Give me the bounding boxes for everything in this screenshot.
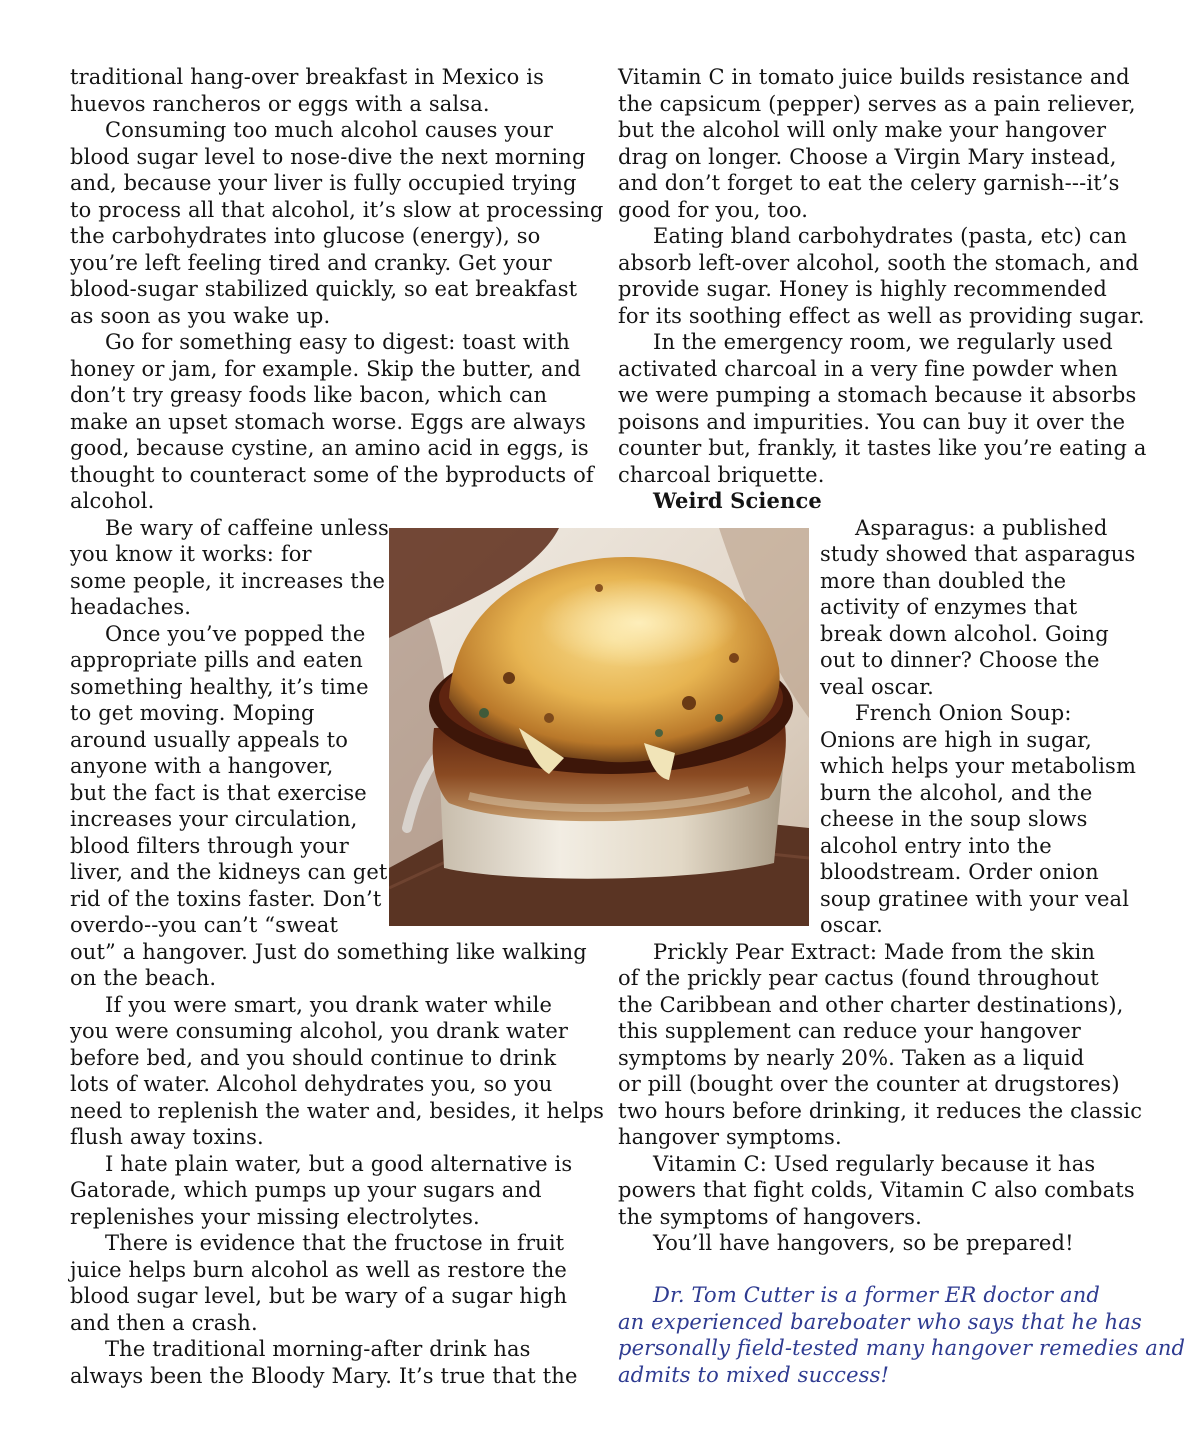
author-bio-line: an experienced bareboater who says that he has <box>618 1309 1142 1334</box>
body-text-line: but the alcohol will only make your hangover <box>618 118 1107 142</box>
body-text-line: Go for something easy to digest: toast with <box>105 330 570 354</box>
body-text-line: make an upset stomach worse. Eggs are always <box>70 409 587 434</box>
body-text-line: anyone with a hangover, <box>70 754 334 778</box>
body-text-line: study showed that asparagus <box>820 542 1136 566</box>
body-text-line: juice helps burn alcohol as well as restore the <box>70 1257 567 1282</box>
body-text-line: for its soothing effect as well as providing sugar. <box>618 303 1145 328</box>
body-text-line: need to replenish the water and, besides, it helps <box>70 1098 605 1123</box>
body-text-line: blood-sugar stabilized quickly, so eat breakfast <box>70 277 578 301</box>
author-bio-line: personally field-tested many hangover remedies and <box>618 1336 1186 1360</box>
body-text-line: more than doubled the <box>820 568 1067 593</box>
body-text-line: symptoms by nearly 20%. Taken as a liquid <box>618 1045 1085 1070</box>
body-text-line: or pill (bought over the counter at drugstores) <box>618 1072 1120 1096</box>
body-text-line: this supplement can reduce your hangover <box>618 1019 1081 1043</box>
body-text-line: before bed, and you should continue to drink <box>70 1045 557 1070</box>
body-text-line: soup gratinee with your veal <box>820 886 1130 911</box>
body-text-line: powers that fight colds, Vitamin C also combats <box>618 1178 1135 1202</box>
body-text-line: poisons and impurities. You can buy it over the <box>618 409 1126 434</box>
body-text-line: activated charcoal in a very fine powder when <box>618 356 1118 381</box>
body-text-line: oscar. <box>820 913 884 937</box>
body-text-line: always been the Bloody Mary. It’s true that the <box>70 1363 578 1388</box>
body-text-line: and don’t forget to eat the celery garnish---it’s <box>618 171 1120 195</box>
body-text-line: the carbohydrates into glucose (energy), so <box>70 224 541 248</box>
body-text-line: break down alcohol. Going <box>820 621 1109 646</box>
body-text-line: some people, it increases the <box>70 568 386 593</box>
body-text-line: and then a crash. <box>70 1310 258 1335</box>
body-text-line: In the emergency room, we regularly used <box>653 330 1113 354</box>
body-text-line: burn the alcohol, and the <box>820 780 1093 805</box>
body-text-line: lots of water. Alcohol dehydrates you, so you <box>70 1072 553 1096</box>
body-text-line: out” a hangover. Just do something like walking <box>70 939 587 964</box>
body-text-line: but the fact is that exercise <box>70 780 367 805</box>
body-text-line: counter but, frankly, it tastes like you’re eating a <box>618 436 1147 460</box>
body-text-line: the Caribbean and other charter destinations), <box>618 992 1124 1017</box>
body-text-line: alcohol. <box>70 489 155 513</box>
body-text-line: the capsicum (pepper) serves as a pain reliever, <box>618 91 1136 116</box>
body-text-line: charcoal briquette. <box>618 462 825 487</box>
body-text-line: blood sugar level to nose-dive the next morning <box>70 144 586 169</box>
body-text-line: overdo--you can’t “sweat <box>70 913 339 937</box>
body-text-line: absorb left-over alcohol, sooth the stomach, and <box>618 250 1139 275</box>
body-text-line: increases your circulation, <box>70 807 358 831</box>
body-text-line: There is evidence that the fructose in fruit <box>105 1231 565 1255</box>
body-text-line: hangover symptoms. <box>618 1125 842 1149</box>
body-text-line: on the beach. <box>70 966 217 990</box>
body-text-line: traditional hang-over breakfast in Mexico is <box>70 65 545 89</box>
body-text-line: Eating bland carbohydrates (pasta, etc) can <box>653 224 1128 248</box>
body-text-line: you’re left feeling tired and cranky. Get your <box>70 250 552 275</box>
body-text-line: French Onion Soup: <box>855 701 1072 725</box>
body-text-line: Consuming too much alcohol causes your <box>105 118 554 142</box>
body-text-line: Be wary of caffeine unless <box>105 515 389 540</box>
author-bio-line: admits to mixed success! <box>618 1362 890 1387</box>
body-text-line: Prickly Pear Extract: Made from the skin <box>653 939 1096 964</box>
body-text-line: good for you, too. <box>618 197 809 222</box>
body-text-line: blood sugar level, but be wary of a sugar high <box>70 1284 568 1308</box>
body-text-line: around usually appeals to <box>70 727 349 752</box>
body-text-line: Gatorade, which pumps up your sugars and <box>70 1178 542 1202</box>
body-text-line: thought to counteract some of the byproducts of <box>70 462 594 487</box>
body-text-line: don’t try greasy foods like bacon, which can <box>70 383 548 407</box>
body-text-line: which helps your metabolism <box>820 754 1137 778</box>
body-text-line: flush away toxins. <box>70 1125 264 1149</box>
body-text-line: bloodstream. Order onion <box>820 860 1099 884</box>
onion-soup-photo <box>389 528 809 926</box>
onion-soup-illustration <box>389 528 809 926</box>
body-text-line: replenishes your missing electrolytes. <box>70 1204 480 1229</box>
body-text-line: alcohol entry into the <box>820 833 1052 858</box>
body-text-line: huevos rancheros or eggs with a salsa. <box>70 91 490 116</box>
body-text-line: good, because cystine, an amino acid in eggs, is <box>70 436 589 460</box>
body-text-line: of the prickly pear cactus (found throughout <box>618 966 1099 990</box>
body-text-line: to process all that alcohol, it’s slow at processing <box>70 197 604 222</box>
body-text-line: provide sugar. Honey is highly recommended <box>618 277 1107 301</box>
body-text-line: liver, and the kidneys can get <box>70 860 388 884</box>
body-text-line: as soon as you wake up. <box>70 303 331 328</box>
body-text-line: and, because your liver is fully occupied trying <box>70 171 577 195</box>
body-text-line: headaches. <box>70 595 192 619</box>
body-text-line: blood filters through your <box>70 833 349 858</box>
body-text-line: Vitamin C in tomato juice builds resistance and <box>618 65 1130 89</box>
body-text-line: If you were smart, you drank water while <box>105 992 553 1017</box>
body-text-line: veal oscar. <box>820 674 934 699</box>
body-text-line: out to dinner? Choose the <box>820 648 1100 672</box>
body-text-line: You’ll have hangovers, so be prepared! <box>653 1231 1074 1255</box>
body-text-line: cheese in the soup slows <box>820 807 1088 831</box>
body-text-line: honey or jam, for example. Skip the butter, and <box>70 356 581 381</box>
body-text-line: the symptoms of hangovers. <box>618 1204 922 1229</box>
body-text-line: we were pumping a stomach because it absorbs <box>618 383 1137 407</box>
body-text-line: appropriate pills and eaten <box>70 648 363 672</box>
body-text-line: Asparagus: a published <box>855 515 1108 540</box>
body-text-line: two hours before drinking, it reduces the classic <box>618 1098 1143 1123</box>
body-text-line: you know it works: for <box>70 542 312 566</box>
body-text-line: The traditional morning-after drink has <box>105 1337 531 1361</box>
author-bio-line: Dr. Tom Cutter is a former ER doctor and <box>653 1283 1100 1307</box>
body-text-line: to get moving. Moping <box>70 701 315 725</box>
body-text-line: Once you’ve popped the <box>105 621 366 646</box>
body-text-line: Onions are high in sugar, <box>820 727 1092 752</box>
body-text-line: you were consuming alcohol, you drank water <box>70 1019 569 1043</box>
body-text-line: Weird Science <box>653 488 822 513</box>
body-text-line: rid of the toxins faster. Don’t <box>70 886 382 911</box>
body-text-line: something healthy, it’s time <box>70 674 369 699</box>
body-text-line: I hate plain water, but a good alternative is <box>105 1151 573 1176</box>
body-text-line: activity of enzymes that <box>820 595 1078 619</box>
body-text-line: drag on longer. Choose a Virgin Mary instead, <box>618 144 1117 169</box>
body-text-line: Vitamin C: Used regularly because it has <box>653 1151 1096 1176</box>
